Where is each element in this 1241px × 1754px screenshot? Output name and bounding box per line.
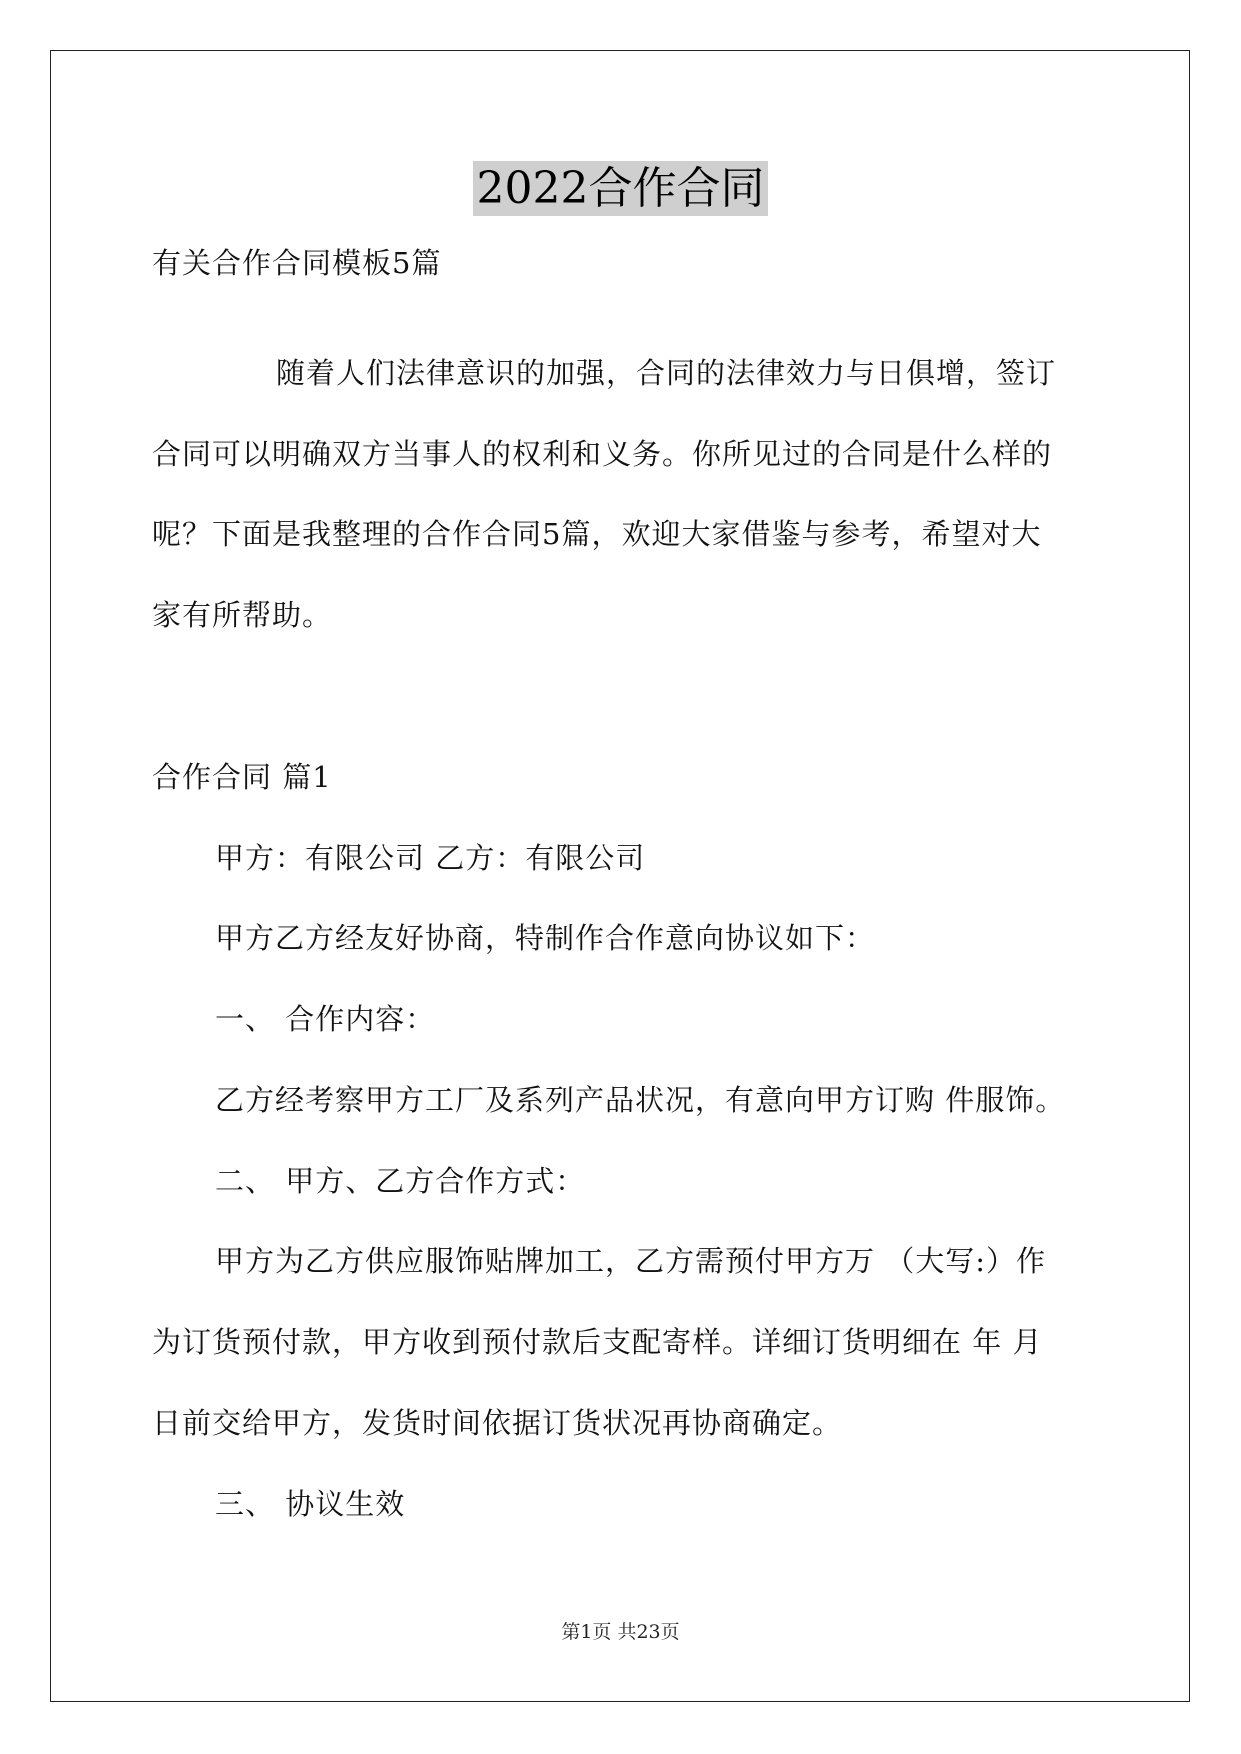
body-line-3: 一、 合作内容：: [215, 1002, 436, 1036]
body-line-4: 乙方经考察甲方工厂及系列产品状况，有意向甲方订购 件服饰。: [215, 1083, 1066, 1117]
intro-line-4: 家有所帮助。: [152, 598, 333, 632]
document-title: [0, 152, 1241, 216]
body-line-2: 甲方乙方经友好协商，特制作合作意向协议如下：: [215, 921, 876, 955]
intro-line-1: 随着人们法律意识的加强，合同的法律效力与日俱增，签订: [276, 356, 1057, 390]
body-line-7: 为订货预付款，甲方收到预付款后支配寄样。详细订货明细在 年 月: [152, 1325, 1043, 1359]
body-line-9: 三、 协议生效: [215, 1487, 406, 1521]
body-line-1: 甲方：有限公司 乙方：有限公司: [215, 841, 646, 875]
page-footer: 第1页 共23页: [561, 1621, 680, 1643]
intro-line-2: 合同可以明确双方当事人的权利和义务。你所见过的合同是什么样的: [152, 437, 1053, 471]
section-heading: 合作合同 篇1: [152, 760, 332, 794]
body-line-6: 甲方为乙方供应服饰贴牌加工，乙方需预付甲方万 （大写:）作: [215, 1244, 1046, 1278]
document-subtitle: 有关合作合同模板5篇: [152, 246, 442, 280]
intro-line-3: 呢？下面是我整理的合作合同5篇，欢迎大家借鉴与参考，希望对大: [152, 517, 1042, 551]
document-title-text: 2022合作合同: [473, 161, 769, 216]
body-line-8: 日前交给甲方，发货时间依据订货状况再协商确定。: [152, 1406, 843, 1440]
body-line-5: 二、 甲方、乙方合作方式：: [215, 1164, 586, 1198]
